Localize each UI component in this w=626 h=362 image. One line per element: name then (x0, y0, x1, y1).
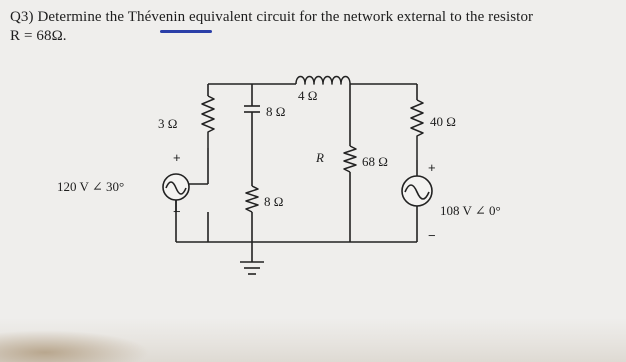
label-8ohm-mid: 8 Ω (264, 194, 284, 209)
inductor-coil (296, 77, 350, 85)
right-source-minus: − (428, 228, 436, 243)
left-branch-lower (176, 200, 208, 242)
resistor-value: R = 68Ω. (10, 28, 67, 44)
label-left-source: 120 V ∠ 30° (57, 179, 125, 194)
photo-color-blob (0, 330, 150, 362)
label-40ohm: 40 Ω (430, 114, 456, 129)
label-3ohm: 3 Ω (158, 116, 178, 131)
label-right-source: 108 V ∠ 0° (440, 203, 501, 218)
left-source-plus: + (173, 150, 181, 165)
label-8ohm-top: 8 Ω (266, 104, 286, 119)
resistor-3ohm (202, 96, 214, 148)
label-4ohm: 4 Ω (298, 88, 318, 103)
label-R: R (316, 150, 324, 165)
resistor-8ohm-mid (246, 186, 258, 212)
resistor-40ohm (411, 100, 423, 160)
resistor-68ohm (344, 146, 356, 172)
left-source-minus: − (173, 204, 181, 219)
right-source-plus: + (428, 160, 436, 175)
label-68ohm: 68 Ω (362, 154, 388, 169)
question-line: Q3) Determine the Thévenin equivalent circuit for the network external to the resistor (10, 9, 534, 25)
